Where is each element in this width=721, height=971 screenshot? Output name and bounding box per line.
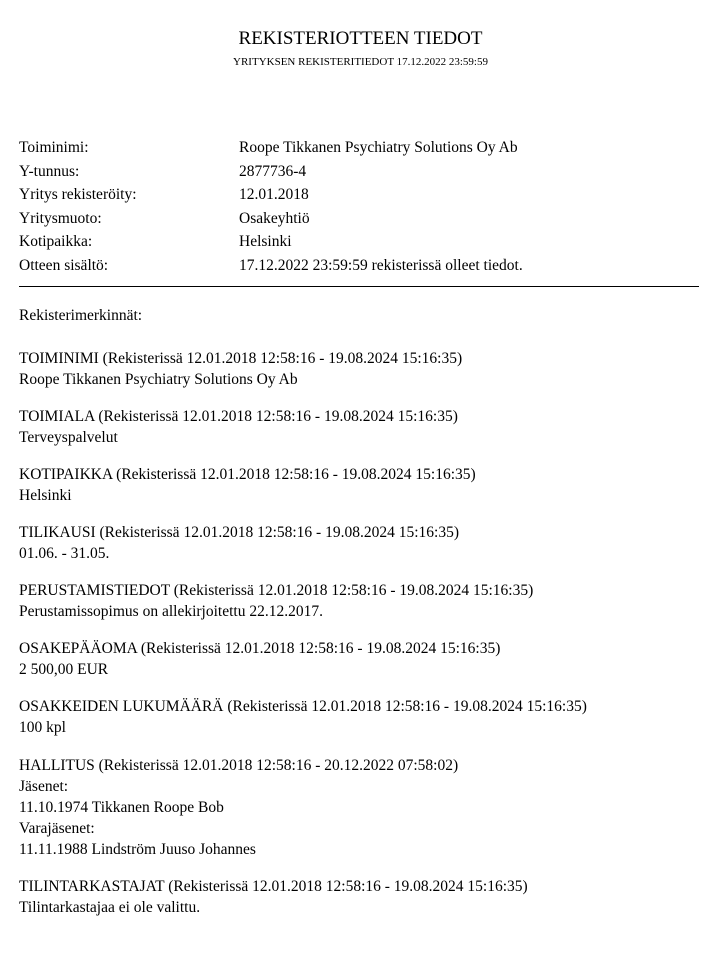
info-row-domicile: [19, 230, 709, 254]
registry-entries: [19, 349, 709, 935]
registry-entries-heading: Rekisterimerkinnät:: [19, 307, 143, 324]
entry-founding-details: [19, 581, 709, 622]
info-row-company-form: [19, 207, 709, 231]
entry-line: Tilintarkastajaa ei ole valittu.: [19, 898, 201, 916]
entry-heading: HALLITUS (Rekisterissä 12.01.2018 12:58:16 - 20.12.2022 07:58:02): [19, 757, 459, 774]
entry-industry: [19, 407, 709, 448]
entry-line: Varajäsenet:: [19, 820, 95, 837]
entry-financial-period: [19, 523, 709, 564]
info-label: Yritysmuoto:: [19, 209, 102, 227]
info-value: Osakeyhtiö: [239, 209, 310, 227]
entry-board: [19, 755, 709, 860]
entry-line: 11.11.1988 Lindström Juuso Johannes: [19, 841, 256, 858]
info-value: 12.01.2018: [239, 186, 309, 203]
horizontal-divider: [19, 286, 699, 287]
entry-heading: TOIMIALA (Rekisterissä 12.01.2018 12:58:16 - 19.08.2024 15:16:35): [19, 408, 458, 425]
entry-heading: OSAKEPÄÄOMA (Rekisterissä 12.01.2018 12:58:16 - 19.08.2024 15:16:35): [19, 640, 501, 657]
info-value: Roope Tikkanen Psychiatry Solutions Oy Ab: [239, 139, 518, 156]
info-label: Otteen sisältö:: [19, 256, 109, 274]
info-label: Y-tunnus:: [19, 162, 80, 180]
document-subtitle: YRITYKSEN REKISTERITIEDOT 17.12.2022 23:59:59: [233, 56, 488, 68]
entry-domicile: [19, 465, 709, 506]
entry-heading: KOTIPAIKKA (Rekisterissä 12.01.2018 12:58:16 - 19.08.2024 15:16:35): [19, 466, 476, 483]
info-row-business-id: [19, 160, 709, 184]
entry-line: 2 500,00 EUR: [19, 660, 109, 678]
entry-heading: PERUSTAMISTIEDOT (Rekisterissä 12.01.2018 12:58:16 - 19.08.2024 15:16:35): [19, 582, 534, 599]
entry-heading: TOIMINIMI (Rekisterissä 12.01.2018 12:58:16 - 19.08.2024 15:16:35): [19, 350, 463, 367]
entry-heading: TILIKAUSI (Rekisterissä 12.01.2018 12:58:16 - 19.08.2024 15:16:35): [19, 524, 459, 541]
info-label: Toiminimi:: [19, 139, 89, 156]
entry-line: 01.06. - 31.05.: [19, 544, 110, 562]
info-value: Helsinki: [239, 233, 292, 250]
entry-line: Perustamissopimus on allekirjoitettu 22.12.2017.: [19, 602, 323, 620]
info-value: 2877736-4: [239, 162, 307, 180]
entry-line: Helsinki: [19, 486, 72, 504]
info-label: Yritys rekisteröity:: [19, 186, 137, 203]
entry-line: 100 kpl: [19, 718, 66, 736]
entry-line: Terveyspalvelut: [19, 428, 118, 446]
entry-auditors: [19, 877, 709, 918]
entry-share-capital: [19, 639, 709, 680]
document-title: REKISTERIOTTEEN TIEDOT: [238, 28, 483, 49]
entry-line: Roope Tikkanen Psychiatry Solutions Oy Ab: [19, 370, 298, 388]
company-info-table: [19, 136, 709, 277]
info-value: 17.12.2022 23:59:59 rekisterissä olleet tiedot.: [239, 256, 523, 274]
entry-trade-name: [19, 349, 709, 390]
entry-number-of-shares: [19, 697, 709, 738]
entry-line: 11.10.1974 Tikkanen Roope Bob: [19, 799, 224, 816]
entry-heading: OSAKKEIDEN LUKUMÄÄRÄ (Rekisterissä 12.01.2018 12:58:16 - 19.08.2024 15:16:35): [19, 698, 587, 715]
info-label: Kotipaikka:: [19, 233, 93, 250]
info-row-trade-name: [19, 136, 709, 160]
entry-line: Jäsenet:: [19, 778, 69, 795]
info-row-extract-content: [19, 254, 709, 278]
info-row-registered: [19, 183, 709, 207]
entry-heading: TILINTARKASTAJAT (Rekisterissä 12.01.2018 12:58:16 - 19.08.2024 15:16:35): [19, 878, 528, 895]
